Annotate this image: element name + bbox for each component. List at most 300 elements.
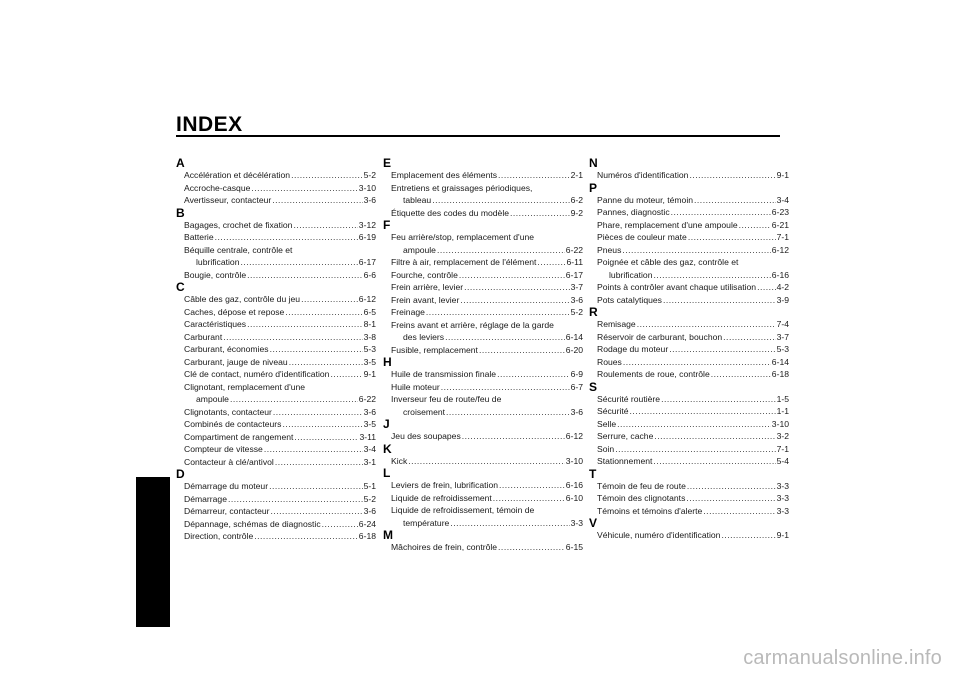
entry-page-number: 7-1 (776, 232, 789, 242)
index-entry (176, 368, 376, 381)
entry-page-number: 3-6 (570, 406, 583, 417)
entry-page-number: 3-1 (363, 456, 376, 467)
entry-text: Liquide de refroidissement (391, 492, 492, 503)
entry-page-number: 6-2 (570, 195, 583, 205)
entry-page-number: 6-9 (570, 369, 583, 379)
entry-page-number: 9-2 (570, 207, 583, 218)
dot-leader (223, 331, 362, 344)
entry-page-number: 3-3 (776, 480, 789, 491)
index-entry (176, 293, 376, 306)
entry-page-number: 6-19 (358, 232, 376, 242)
index-entry (383, 517, 583, 530)
dot-leader (322, 518, 358, 531)
index-entry (383, 455, 583, 468)
index-entry (589, 430, 789, 443)
index-entry (589, 405, 789, 418)
entry-text: Bagages, crochet de fixation (184, 219, 293, 230)
index-entry (589, 206, 789, 219)
dot-leader (615, 443, 775, 456)
entry-text: Dépannage, schémas de diagnostic (184, 518, 321, 529)
index-group (383, 529, 583, 554)
index-entry (589, 331, 789, 344)
entry-page-number: 3-4 (776, 194, 789, 205)
entry-text: Phare, remplacement d'une ampoule (597, 219, 738, 230)
index-entry (589, 343, 789, 356)
index-letter-heading: F (383, 218, 391, 232)
dot-leader (757, 281, 775, 294)
index-entry (383, 207, 583, 220)
entry-text: Étiquette des codes du modèle (391, 207, 510, 218)
entry-text: Compteur de vitesse (184, 444, 263, 454)
entry-page-number: 6-16 (565, 480, 583, 490)
entry-page-number: 6-17 (565, 269, 583, 280)
entry-page-number: 7-1 (776, 443, 789, 454)
entry-page-number: 8-1 (363, 319, 376, 329)
index-letter-heading: J (383, 417, 390, 431)
dot-leader (293, 219, 357, 232)
entry-page-number: 6-14 (771, 356, 789, 367)
index-entry (176, 356, 376, 369)
entry-text: Roulements de roue, contrôle (597, 369, 710, 379)
entry-page-number: 6-20 (565, 344, 583, 355)
dot-leader (688, 231, 776, 244)
index-entry (383, 256, 583, 269)
entry-text: Jeu des soupapes (391, 431, 461, 441)
dot-leader (711, 368, 771, 381)
index-entry (589, 269, 789, 282)
entry-page-number: 6-10 (565, 492, 583, 503)
entry-text: Huile moteur (391, 381, 440, 392)
entry-page-number: 6-21 (771, 219, 789, 230)
entry-page-number: 6-23 (771, 207, 789, 217)
entry-text: Frein arrière, levier (391, 282, 464, 292)
dot-leader (272, 194, 362, 207)
index-entry (176, 418, 376, 431)
index-entry (383, 244, 583, 257)
entry-text: Fusible, remplacement (391, 344, 478, 355)
entry-text: Contacteur à clé/antivol (184, 456, 274, 467)
entry-text: Numéros d'identification (597, 170, 689, 180)
entry-text: Pneus (597, 244, 622, 255)
entry-page-number: 6-24 (358, 518, 376, 529)
entry-text: Sécurité (597, 406, 629, 416)
entry-page-number: 3-7 (776, 331, 789, 342)
entry-page-number: 6-18 (358, 531, 376, 541)
entry-text: Carburant (184, 331, 223, 342)
entry-page-number: 3-11 (359, 431, 376, 442)
dot-leader (240, 256, 357, 269)
index-entry (589, 194, 789, 207)
entry-text: Poignée et câble des gaz, contrôle et (597, 257, 739, 267)
index-entry (176, 331, 376, 344)
index-entry (383, 169, 583, 182)
index-group (383, 157, 583, 219)
index-entry (589, 231, 789, 244)
entry-text: Clignotants, contacteur (184, 406, 272, 417)
entry-page-number: 6-5 (363, 306, 376, 317)
dot-leader (460, 294, 569, 307)
dot-leader (273, 406, 363, 419)
dot-leader (510, 207, 570, 220)
entry-page-number: 3-6 (363, 195, 376, 205)
entry-text: lubrification (609, 269, 653, 280)
entry-text: Accélération et décélération (184, 170, 291, 180)
index-entry (589, 480, 789, 493)
entry-page-number: 6-12 (565, 431, 583, 441)
dot-leader (330, 368, 362, 381)
index-entry (589, 318, 789, 331)
index-entry (383, 430, 583, 443)
dot-leader (464, 281, 569, 294)
entry-text: Démarrage du moteur (184, 481, 269, 491)
section-tab-marker (136, 477, 170, 627)
entry-page-number: 3-12 (358, 219, 376, 230)
index-group (589, 381, 789, 468)
index-entry (383, 319, 583, 332)
dot-leader (462, 430, 565, 443)
index-entry (176, 306, 376, 319)
index-entry (176, 343, 376, 356)
entry-text: Huile de transmission finale (391, 369, 497, 379)
index-entry (589, 418, 789, 431)
entry-text: Freins avant et arrière, réglage de la garde (391, 319, 554, 330)
index-entry (383, 406, 583, 419)
index-entry (589, 244, 789, 257)
entry-text: Mâchoires de frein, contrôle (391, 542, 498, 552)
index-column-1 (176, 157, 376, 543)
index-entry (383, 344, 583, 357)
entry-text: Témoin des clignotants (597, 493, 686, 503)
dot-leader (426, 306, 570, 319)
entry-text: ampoule (196, 394, 229, 404)
entry-page-number: 9-1 (776, 530, 789, 540)
entry-page-number: 3-10 (771, 418, 789, 429)
entry-text: Feu arrière/stop, remplacement d'une (391, 232, 535, 242)
index-entry (383, 393, 583, 406)
index-letter-heading: M (383, 528, 393, 542)
dot-leader (663, 294, 776, 307)
index-group (589, 182, 789, 307)
entry-page-number: 3-3 (776, 493, 789, 503)
entry-page-number: 3-10 (565, 455, 583, 466)
dot-leader (703, 505, 775, 518)
dot-leader (687, 480, 776, 493)
index-group (589, 157, 789, 182)
index-entry (176, 393, 376, 406)
dot-leader (291, 169, 363, 182)
entry-text: Compartiment de rangement (184, 431, 294, 442)
index-group (589, 468, 789, 518)
entry-text: Serrure, cache (597, 431, 654, 441)
index-entry (589, 294, 789, 307)
entry-text: Points à contrôler avant chaque utilisation (597, 282, 757, 292)
index-entry (589, 492, 789, 505)
entry-text: ampoule (403, 244, 436, 255)
entry-page-number: 9-1 (776, 170, 789, 180)
page-title: INDEX (176, 113, 243, 136)
index-entry (383, 368, 583, 381)
dot-leader (723, 331, 775, 344)
title-divider (176, 135, 780, 137)
index-letter-heading: N (589, 156, 598, 170)
index-entry (383, 281, 583, 294)
dot-leader (408, 455, 565, 468)
index-entry (176, 480, 376, 493)
dot-leader (445, 331, 565, 344)
index-entry (383, 231, 583, 244)
entry-page-number: 5-1 (363, 481, 376, 491)
entry-page-number: 6-22 (358, 394, 376, 404)
dot-leader (497, 368, 569, 381)
entry-text: Démarreur, contacteur (184, 506, 270, 516)
entry-text: Pots catalytiques (597, 294, 662, 305)
dot-leader (282, 418, 362, 431)
dot-leader (493, 492, 565, 505)
index-entry (383, 381, 583, 394)
index-entry (589, 256, 789, 269)
index-entry (589, 529, 789, 542)
index-entry (589, 455, 789, 468)
dot-leader (499, 479, 565, 492)
dot-leader (271, 505, 363, 518)
index-letter-heading: L (383, 466, 391, 480)
dot-leader (498, 541, 565, 554)
index-entry (176, 182, 376, 195)
entry-page-number: 1-5 (776, 393, 789, 404)
entry-text: Roues (597, 356, 622, 367)
entry-page-number: 1-1 (776, 406, 789, 416)
index-letter-heading: E (383, 156, 392, 170)
entry-text: Freinage (391, 307, 425, 317)
dot-leader (498, 169, 570, 182)
dot-leader (294, 431, 358, 444)
index-entry (589, 393, 789, 406)
entry-text: Direction, contrôle (184, 531, 254, 541)
dot-leader (432, 194, 569, 207)
entry-page-number: 2-1 (570, 170, 583, 180)
index-entry (589, 505, 789, 518)
index-entry (176, 318, 376, 331)
index-group (589, 517, 789, 542)
entry-text: lubrification (196, 257, 240, 267)
entry-page-number: 3-5 (363, 419, 376, 429)
index-group (383, 467, 583, 529)
entry-text: Stationnement (597, 456, 653, 466)
index-entry (176, 169, 376, 182)
index-letter-heading: S (589, 379, 598, 394)
entry-page-number: 6-15 (565, 542, 583, 552)
index-entry (176, 493, 376, 506)
entry-text: Kick (391, 455, 408, 466)
entry-text: Démarrage (184, 493, 227, 504)
dot-leader (617, 418, 771, 431)
dot-leader (630, 405, 776, 418)
entry-text: Soin (597, 443, 615, 454)
index-letter-heading: B (176, 205, 185, 220)
dot-leader (739, 219, 771, 232)
entry-text: Pièces de couleur mate (597, 232, 687, 242)
dot-leader (661, 393, 776, 406)
index-entry (176, 505, 376, 518)
entry-page-number: 6-12 (771, 244, 789, 255)
entry-text: Bougie, contrôle (184, 269, 247, 280)
dot-leader (254, 530, 358, 543)
dot-leader (275, 456, 363, 469)
index-group (383, 356, 583, 418)
index-group (383, 219, 583, 356)
dot-leader (689, 169, 775, 182)
index-entry (383, 479, 583, 492)
dot-leader (446, 406, 570, 419)
index-group (383, 443, 583, 468)
dot-leader (479, 344, 565, 357)
index-entry (383, 182, 583, 195)
index-letter-heading: A (176, 156, 185, 170)
entry-text: Batterie (184, 232, 214, 242)
dot-leader (247, 269, 362, 282)
entry-text: Caches, dépose et repose (184, 306, 285, 317)
dot-leader (669, 343, 775, 356)
index-group (589, 306, 789, 381)
entry-text: Inverseur feu de route/feu de (391, 394, 502, 404)
dot-leader (215, 231, 358, 244)
entry-page-number: 5-3 (776, 344, 789, 354)
dot-leader (537, 256, 565, 269)
index-entry (176, 244, 376, 257)
entry-page-number: 5-2 (363, 493, 376, 504)
entry-page-number: 5-2 (363, 170, 376, 180)
dot-leader (441, 381, 570, 394)
entry-text: Câble des gaz, contrôle du jeu (184, 294, 301, 304)
index-letter-heading: C (176, 280, 185, 294)
entry-text: Entretiens et graissages périodiques, (391, 182, 533, 193)
dot-leader (654, 430, 775, 443)
entry-text: Carburant, jauge de niveau (184, 356, 288, 367)
entry-text: Réservoir de carburant, bouchon (597, 331, 723, 342)
index-entry (176, 530, 376, 543)
dot-leader (289, 356, 363, 369)
index-letter-heading: T (589, 466, 597, 481)
dot-leader (653, 269, 770, 282)
entry-page-number: 6-18 (771, 369, 789, 379)
entry-text: tableau (403, 195, 432, 205)
index-entry (383, 306, 583, 319)
entry-text: Frein avant, levier (391, 294, 460, 305)
entry-text: température (403, 517, 450, 528)
entry-page-number: 5-3 (363, 344, 376, 354)
entry-text: Fourche, contrôle (391, 269, 458, 280)
entry-text: Avertisseur, contacteur (184, 195, 272, 205)
dot-leader (686, 492, 775, 505)
index-column-3 (589, 157, 789, 542)
dot-leader (301, 293, 358, 306)
index-entry (176, 219, 376, 232)
index-column-2 (383, 157, 583, 554)
index-group (383, 418, 583, 443)
entry-text: Emplacement des éléments (391, 170, 498, 180)
index-entry (383, 541, 583, 554)
entry-text: Béquille centrale, contrôle et (184, 244, 293, 255)
entry-page-number: 6-22 (565, 244, 583, 255)
index-letter-heading: D (176, 467, 185, 481)
index-letter-heading: P (589, 180, 598, 195)
index-entry (589, 443, 789, 456)
index-group (176, 468, 376, 543)
entry-text: Témoins et témoins d'alerte (597, 505, 703, 516)
index-entry (383, 194, 583, 207)
entry-page-number: 3-3 (776, 505, 789, 516)
index-group (176, 281, 376, 468)
entry-text: Remisage (597, 319, 636, 329)
index-entry (176, 231, 376, 244)
index-entry (383, 492, 583, 505)
entry-text: Combinés de contacteurs (184, 419, 282, 429)
entry-text: Rodage du moteur (597, 344, 669, 354)
dot-leader (459, 269, 565, 282)
dot-leader (285, 306, 362, 319)
index-entry (176, 256, 376, 269)
index-entry (176, 431, 376, 444)
index-entry (589, 169, 789, 182)
index-letter-heading: R (589, 305, 598, 319)
entry-page-number: 3-6 (570, 294, 583, 305)
entry-text: Caractéristiques (184, 319, 247, 329)
entry-text: Pannes, diagnostic (597, 207, 670, 217)
entry-page-number: 5-4 (776, 456, 789, 466)
entry-text: croisement (403, 406, 446, 417)
entry-text: Selle (597, 418, 617, 429)
entry-text: Véhicule, numéro d'identification (597, 530, 721, 540)
entry-page-number: 3-3 (570, 517, 583, 528)
index-entry (589, 356, 789, 369)
dot-leader (270, 343, 363, 356)
entry-text: Accroche-casque (184, 182, 251, 193)
index-entry (589, 219, 789, 232)
entry-text: Sécurité routière (597, 393, 661, 404)
entry-text: Clignotant, remplacement d'une (184, 381, 306, 392)
dot-leader (264, 443, 363, 456)
entry-page-number: 7-4 (776, 319, 789, 329)
entry-page-number: 6-11 (566, 257, 583, 267)
entry-text: des leviers (403, 332, 445, 342)
dot-leader (721, 529, 775, 542)
entry-text: Carburant, économies (184, 344, 269, 354)
entry-page-number: 6-16 (771, 269, 789, 280)
entry-page-number: 6-12 (358, 294, 376, 304)
index-entry (383, 294, 583, 307)
entry-page-number: 9-1 (363, 369, 376, 379)
entry-page-number: 5-2 (570, 307, 583, 317)
entry-page-number: 3-2 (776, 431, 789, 441)
entry-page-number: 3-6 (363, 506, 376, 516)
entry-page-number: 3-6 (363, 406, 376, 417)
entry-page-number: 3-10 (358, 182, 376, 193)
index-entry (383, 331, 583, 344)
index-entry (176, 456, 376, 469)
dot-leader (623, 356, 771, 369)
index-letter-heading: H (383, 355, 392, 369)
dot-leader (671, 206, 771, 219)
index-letter-heading: V (589, 516, 598, 530)
entry-page-number: 3-8 (363, 331, 376, 342)
index-entry (589, 368, 789, 381)
dot-leader (450, 517, 569, 530)
index-entry (176, 406, 376, 419)
entry-text: Filtre à air, remplacement de l'élément (391, 257, 537, 267)
index-entry (176, 443, 376, 456)
dot-leader (247, 318, 362, 331)
entry-text: Liquide de refroidissement, témoin de (391, 505, 535, 515)
